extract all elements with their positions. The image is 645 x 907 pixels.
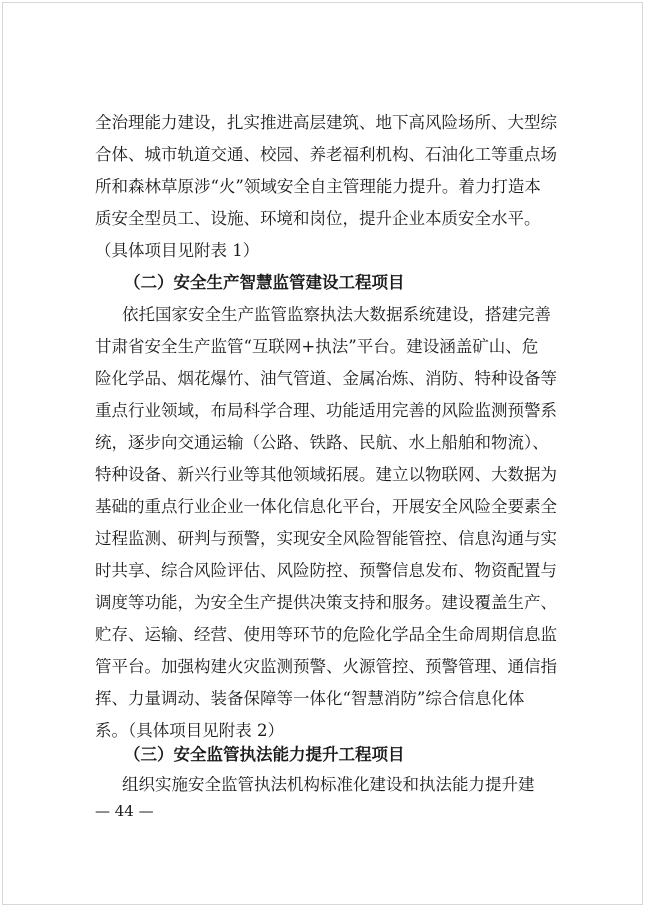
text-line: 所和森林草原涉“火”领域安全自主管理能力提升。着力打造本 (95, 177, 541, 196)
document-page (2, 2, 643, 905)
text-line: （具体项目见附表 1） (95, 241, 260, 260)
text-line: 挥、力量调动、装备保障等一体化“智慧消防”综合信息化体 (95, 689, 525, 708)
text-line: 时共享、综合风险评估、风险防控、预警信息发布、物资配置与 (95, 561, 557, 580)
text-line: 调度等功能，为安全生产提供决策支持和服务。建设覆盖生产、 (95, 593, 557, 612)
text-line: 甘肃省安全生产监管“互联网+执法”平台。建设涵盖矿山、危 (95, 337, 539, 356)
text-line: 特种设备、新兴行业等其他领域拓展。建立以物联网、大数据为 (95, 465, 557, 484)
text-line: 管平台。加强构建火灾监测预警、火源管控、预警管理、通信指 (95, 657, 557, 676)
text-line: 全治理能力建设，扎实推进高层建筑、地下高风险场所、大型综 (95, 113, 557, 132)
text-line: 质安全型员工、设施、环境和岗位，提升企业本质安全水平。 (95, 209, 541, 228)
text-line: 贮存、运输、经营、使用等环节的危险化学品全生命周期信息监 (95, 625, 557, 644)
text-line: 过程监测、研判与预警，实现安全风险智能管控、信息沟通与实 (95, 529, 557, 548)
page-number: — 44 — (95, 802, 154, 820)
section-heading: （三）安全监管执法能力提升工程项目 (124, 745, 405, 764)
text-line: 重点行业领域，布局科学合理、功能适用完善的风险监测预警系 (95, 401, 557, 420)
text-line: 统，逐步向交通运输（公路、铁路、民航、水上船舶和物流）、 (95, 433, 549, 452)
section-heading: （二）安全生产智慧监管建设工程项目 (124, 273, 405, 292)
text-line: 系。（具体项目见附表 2） (95, 721, 284, 740)
text-line: 基础的重点行业企业一体化信息化平台，开展安全风险全要素全 (95, 497, 557, 516)
text-line: 合体、城市轨道交通、校园、养老福利机构、石油化工等重点场 (95, 145, 557, 164)
text-line: 险化学品、烟花爆竹、油气管道、金属冶炼、消防、特种设备等 (95, 369, 557, 388)
text-line: 依托国家安全生产监管监察执法大数据系统建设，搭建完善 (122, 305, 551, 324)
text-line: 组织实施安全监管执法机构标准化建设和执法能力提升建 (122, 775, 535, 794)
